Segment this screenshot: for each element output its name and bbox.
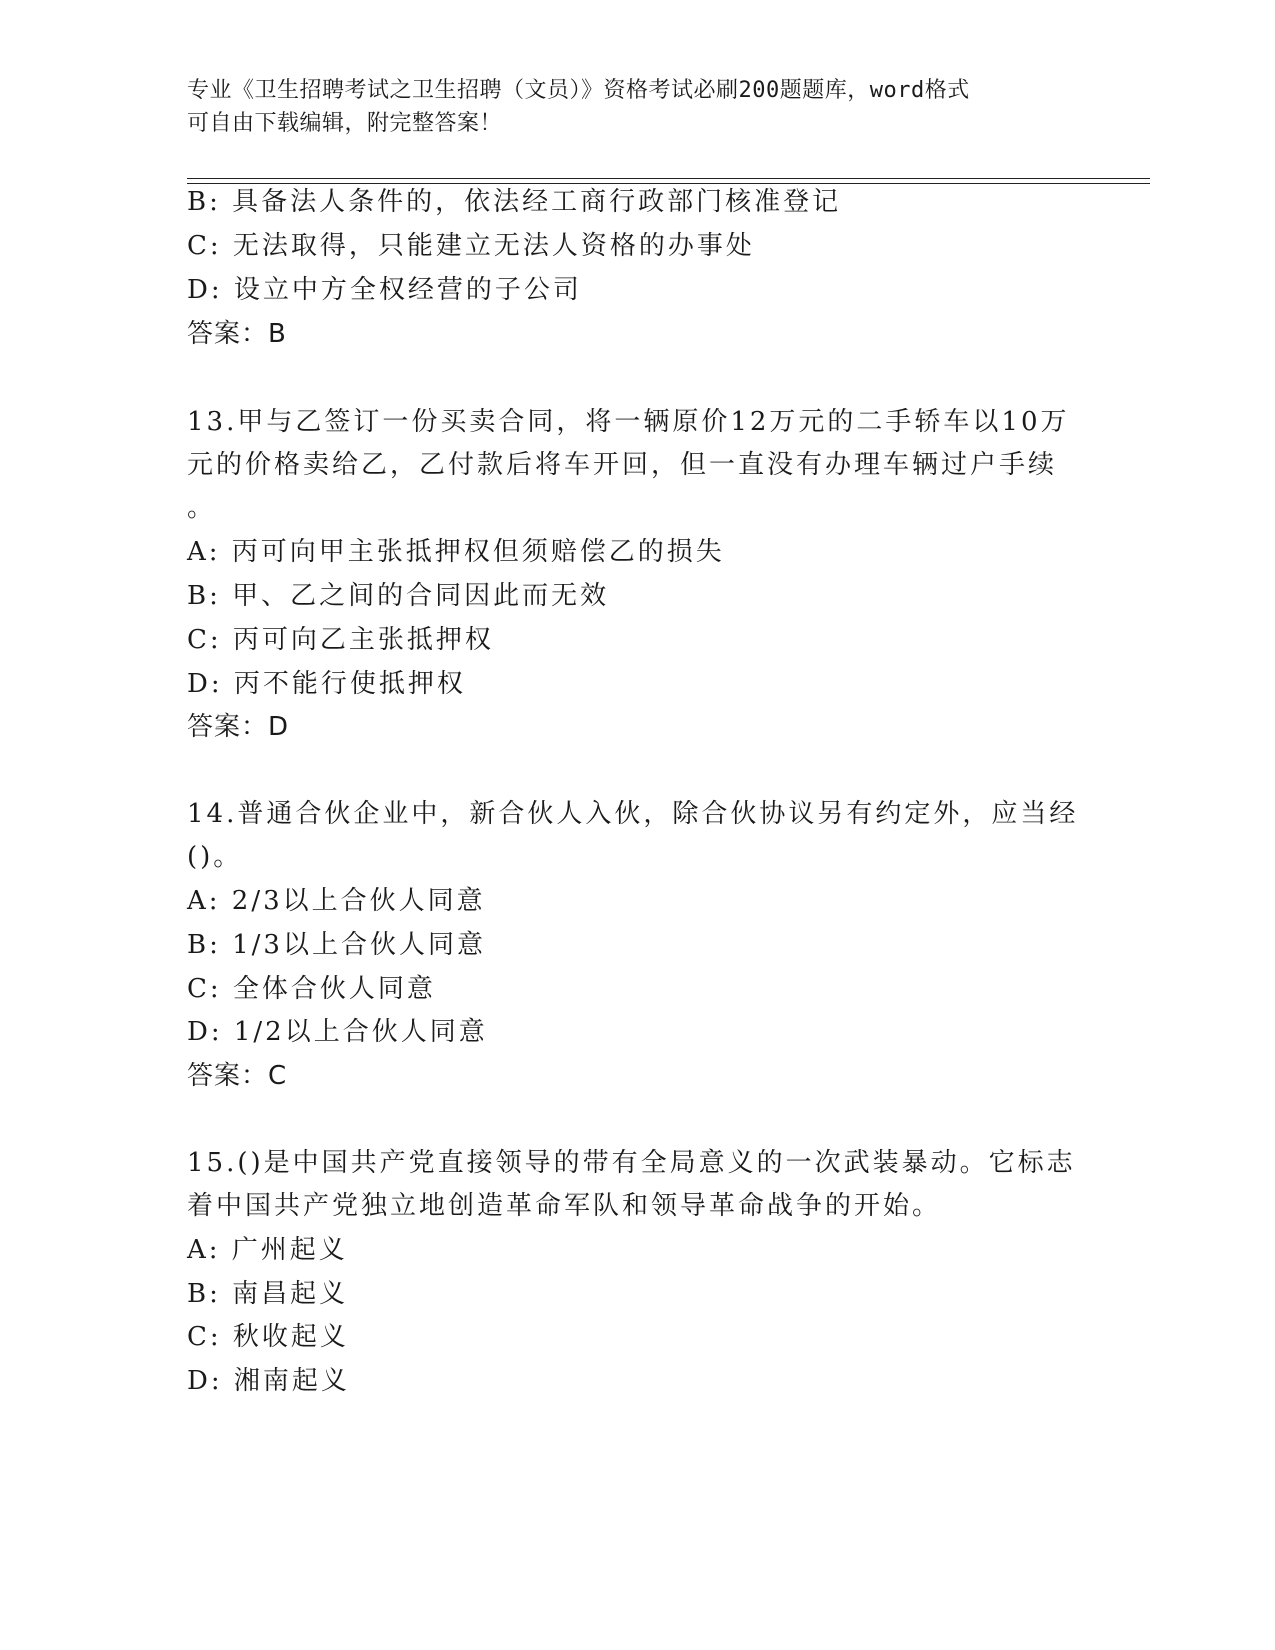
option-d: D: 湘南起义 [187, 1366, 350, 1396]
option-a: A: 广州起义 [187, 1235, 348, 1265]
option-c: C: 无法取得，只能建立无法人资格的办事处 [187, 231, 755, 261]
question-15-stem-2: 着中国共产党独立地创造革命军队和领导革命战争的开始。 [187, 1191, 942, 1221]
option-a: A: 丙可向甲主张抵押权但须赔偿乙的损失 [187, 537, 725, 567]
answer: 答案：C [187, 1061, 288, 1091]
option-b: B: 1/3以上合伙人同意 [187, 930, 486, 960]
option-d: D: 设立中方全权经营的子公司 [187, 275, 582, 305]
question-13-stem-3: 。 [187, 493, 217, 523]
option-d: D: 1/2以上合伙人同意 [187, 1017, 488, 1047]
option-c: C: 丙可向乙主张抵押权 [187, 625, 494, 655]
option-c: C: 全体合伙人同意 [187, 974, 436, 1004]
question-13-stem-1: 13.甲与乙签订一份买卖合同，将一辆原价12万元的二手轿车以10万 [187, 407, 1070, 437]
option-a: A: 2/3以上合伙人同意 [187, 886, 486, 916]
header-line-2: 可自由下载编辑，附完整答案！ [187, 111, 503, 136]
answer: 答案：D [187, 712, 290, 742]
header-line-1: 专业《卫生招聘考试之卫生招聘（文员）》资格考试必刷200题题库，word格式 [187, 78, 970, 103]
question-13-stem-2: 元的价格卖给乙，乙付款后将车开回，但一直没有办理车辆过户手续 [187, 450, 1058, 480]
question-15-stem-1: 15.()是中国共产党直接领导的带有全局意义的一次武装暴动。它标志 [187, 1148, 1076, 1178]
document-header [187, 74, 1067, 140]
option-b: B: 南昌起义 [187, 1279, 349, 1309]
option-c: C: 秋收起义 [187, 1322, 349, 1352]
question-14-stem-1: 14.普通合伙企业中，新合伙人入伙，除合伙协议另有约定外，应当经 [187, 799, 1079, 829]
option-b: B: 具备法人条件的，依法经工商行政部门核准登记 [187, 187, 842, 217]
option-b: B: 甲、乙之间的合同因此而无效 [187, 581, 610, 611]
header-rule-top [187, 178, 1150, 179]
answer: 答案：B [187, 319, 287, 349]
question-14-stem-2: ()。 [187, 842, 243, 872]
option-d: D: 丙不能行使抵押权 [187, 669, 466, 699]
